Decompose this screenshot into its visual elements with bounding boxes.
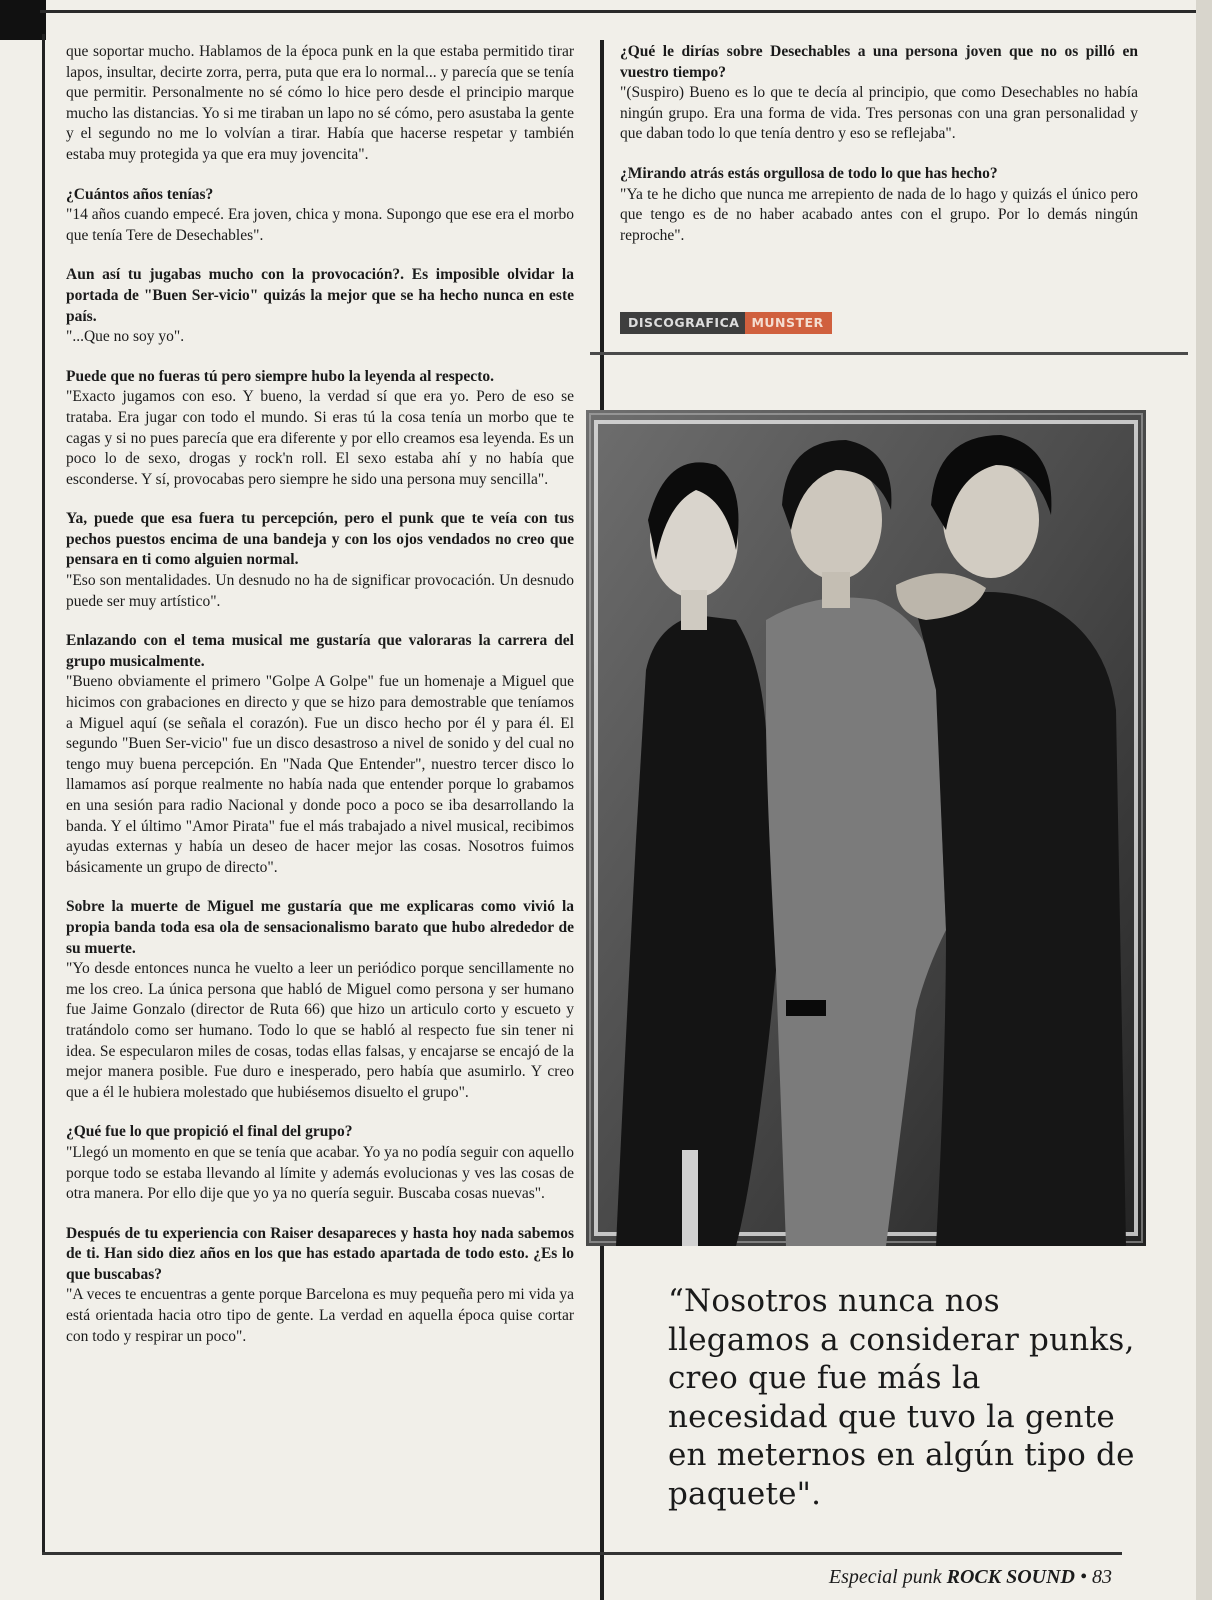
answer-text: "...Que no soy yo".: [66, 328, 185, 346]
interview-block: [66, 1122, 574, 1204]
question-text: Enlazando con el tema musical me gustaría que valoraras la carrera del grupo musicalmente.: [66, 632, 574, 670]
band-photo: [586, 410, 1146, 1246]
page-edge: [1196, 0, 1212, 1600]
right-column-horizontal-rule: [590, 352, 1188, 355]
answer-text: "Bueno obviamente el primero "Golpe A Golpe" fue un homenaje a Miguel que hicimos con grabaciones en directo y que se hizo para demostrable que teníamos a Miguel aquí (se señala el corazón). Fue un disco hecho por él y para él. El segundo "Buen Ser-vicio" fue un disco desastroso a nivel de sonido y del cual no tengo muy buena percepción. En "Nada Que Entender", nuestro tercer disco lo llamamos así porque realmente no había nada que entender porque lo grabamos en una sesión para radio Nacional y donde poco a poco se iba desarrollando la banda. Y el último "Amor Pirata" fue el más trabajado a nivel musical, recibimos ayudas externas y había un deseo de hacer mejor las cosas. Nosotros fuimos básicamente un grupo de directo".: [66, 673, 574, 876]
corner-tape-mark: [0, 0, 46, 40]
footer-brand: ROCK SOUND: [946, 1566, 1075, 1588]
question-text: ¿Qué le dirías sobre Desechables a una persona joven que no os pilló en vuestro tiempo?: [620, 43, 1138, 81]
answer-text: que soportar mucho. Hablamos de la época punk en la que estaba permitido tirar lapos, insultar, decirte zorra, perra, puta que era lo normal... y parecía que se tenía que permitir. Personalmente no sé cómo lo hice pero desde el principio marque mucho las distancias. Yo si me tiraban un lapo no sé cómo, pero asustaba la gente y el segundo no me lo volvían a tirar. Había que hacerse respetar y también estaba muy protegida ya que era muy jovencita".: [66, 43, 574, 163]
interview-block: [66, 897, 574, 1103]
interview-block: [66, 367, 574, 491]
question-text: Aun así tu jugabas mucho con la provocación?. Es imposible olvidar la portada de "Buen Ser-vicio" quizás la mejor que se ha hecho nunca en este país.: [66, 266, 574, 325]
interview-block: [66, 1224, 574, 1348]
answer-text: "Eso son mentalidades. Un desnudo no ha de significar provocación. Un desnudo puede ser muy artístico".: [66, 572, 574, 610]
top-border-rule: [40, 10, 1200, 13]
question-text: ¿Cuántos años tenías?: [66, 185, 214, 203]
question-text: ¿Qué fue lo que propició el final del grupo?: [66, 1123, 353, 1141]
question-text: Después de tu experiencia con Raiser desapareces y hasta hoy nada sabemos de ti. Han sido diez años en los que has estado apartada de todo esto. ¿Es lo que buscabas?: [66, 1224, 574, 1283]
interview-block: [66, 509, 574, 612]
interview-block: [620, 164, 1138, 246]
footer-section: Especial punk: [828, 1566, 942, 1588]
photo-credit-label-dark: DISCOGRAFICA: [620, 312, 745, 334]
answer-text: "Llegó un momento en que se tenía que acabar. Yo ya no podía seguir con aquello porque todo se estaba llevando al límite y además evolucionas y ves las cosas de otra manera. Por ello dije que yo ya no quería seguir. Buscaba cosas nuevas".: [66, 1143, 574, 1203]
interview-block: [66, 265, 574, 347]
footer-separator: •: [1079, 1566, 1087, 1588]
answer-text: "(Suspiro) Bueno es lo que te decía al principio, que como Desechables no había ningún grupo. Era una forma de vida. Tres personas con una gran personalidad y que daban todo lo que tenía dentro y eso se reflejaba".: [620, 84, 1138, 143]
answer-text: "14 años cuando empecé. Era joven, chica y mona. Supongo que ese era el morbo que tenía Tere de Desechables".: [66, 206, 574, 244]
question-text: ¿Mirando atrás estás orgullosa de todo lo que has hecho?: [620, 164, 998, 182]
interview-block: [620, 42, 1138, 145]
pull-quote: “Nosotros nunca nos llegamos a considerar punks, creo que fue más la necesidad que tuvo la gente en meternos en algún tipo de paquete".: [668, 1283, 1135, 1512]
question-text: Puede que no fueras tú pero siempre hubo la leyenda al respecto.: [66, 367, 494, 385]
answer-text: "Ya te he dicho que nunca me arrepiento de nada de lo hago y quizás el único pero que tengo es de no haber acabado antes con el grupo. Por lo demás ningún reproche".: [620, 185, 1138, 244]
answer-text: "A veces te encuentras a gente porque Barcelona es muy pequeña pero mi vida ya está orientada hacia otro tipo de gente. La verdad en aquella época quise cortar con todo y respirar un poco".: [66, 1286, 574, 1345]
interview-block: [66, 631, 574, 878]
page-number: 83: [1092, 1566, 1112, 1588]
question-text: Ya, puede que esa fuera tu percepción, pero el punk que te veía con tus pechos puestos encima de una bandeja y con los ojos vendados no creo que pensara en ti como alguien normal.: [66, 510, 574, 569]
page-footer: [829, 1566, 1112, 1589]
answer-text: "Exacto jugamos con eso. Y bueno, la verdad sí que era yo. Pero de eso se trataba. Era jugar con todo el mundo. Si eras tú la cosa tenía un morbo que te cagas y si no pues parecía que era diferente y por ello creamos esa leyenda. Es un poco lo de sexo, drogas y rock'n roll. El sexo estaba ahí y no había que esconderse. Y sí, provocabas pero siempre he sido una persona muy sencilla".: [66, 388, 574, 488]
interview-block: [66, 42, 574, 166]
question-text: Sobre la muerte de Miguel me gustaría que me explicaras como vivió la propia banda toda esa ola de sensacionalismo barato que hubo alrededor de su muerte.: [66, 898, 574, 957]
interview-block: [66, 185, 574, 247]
right-text-column: [620, 42, 1138, 265]
left-text-column: [66, 42, 574, 1366]
left-border-rule: [42, 34, 45, 1554]
band-photo-illustration: [586, 410, 1146, 1246]
bottom-border-rule: [42, 1552, 1122, 1555]
photo-credit-label-red: MUNSTER: [745, 312, 831, 334]
photo-credit-label: [620, 312, 832, 334]
answer-text: "Yo desde entonces nunca he vuelto a leer un periódico porque sencillamente no me los creo. La única persona que habló de Miguel como persona y ser humano fue Jaime Gonzalo (director de Ruta 66) que hizo un articulo corto y escueto y tratándolo como ser humano. Todo lo que se habló al respecto fue sin tener ni idea. Se especularon miles de cosas, todas ellas falsas, y encajarse se encajó de la mejor manera posible. Fue duro e inesperado, pero había que asumirlo. Y creo que a él le hubiera molestado que hubiésemos disuelto el grupo".: [66, 960, 574, 1101]
